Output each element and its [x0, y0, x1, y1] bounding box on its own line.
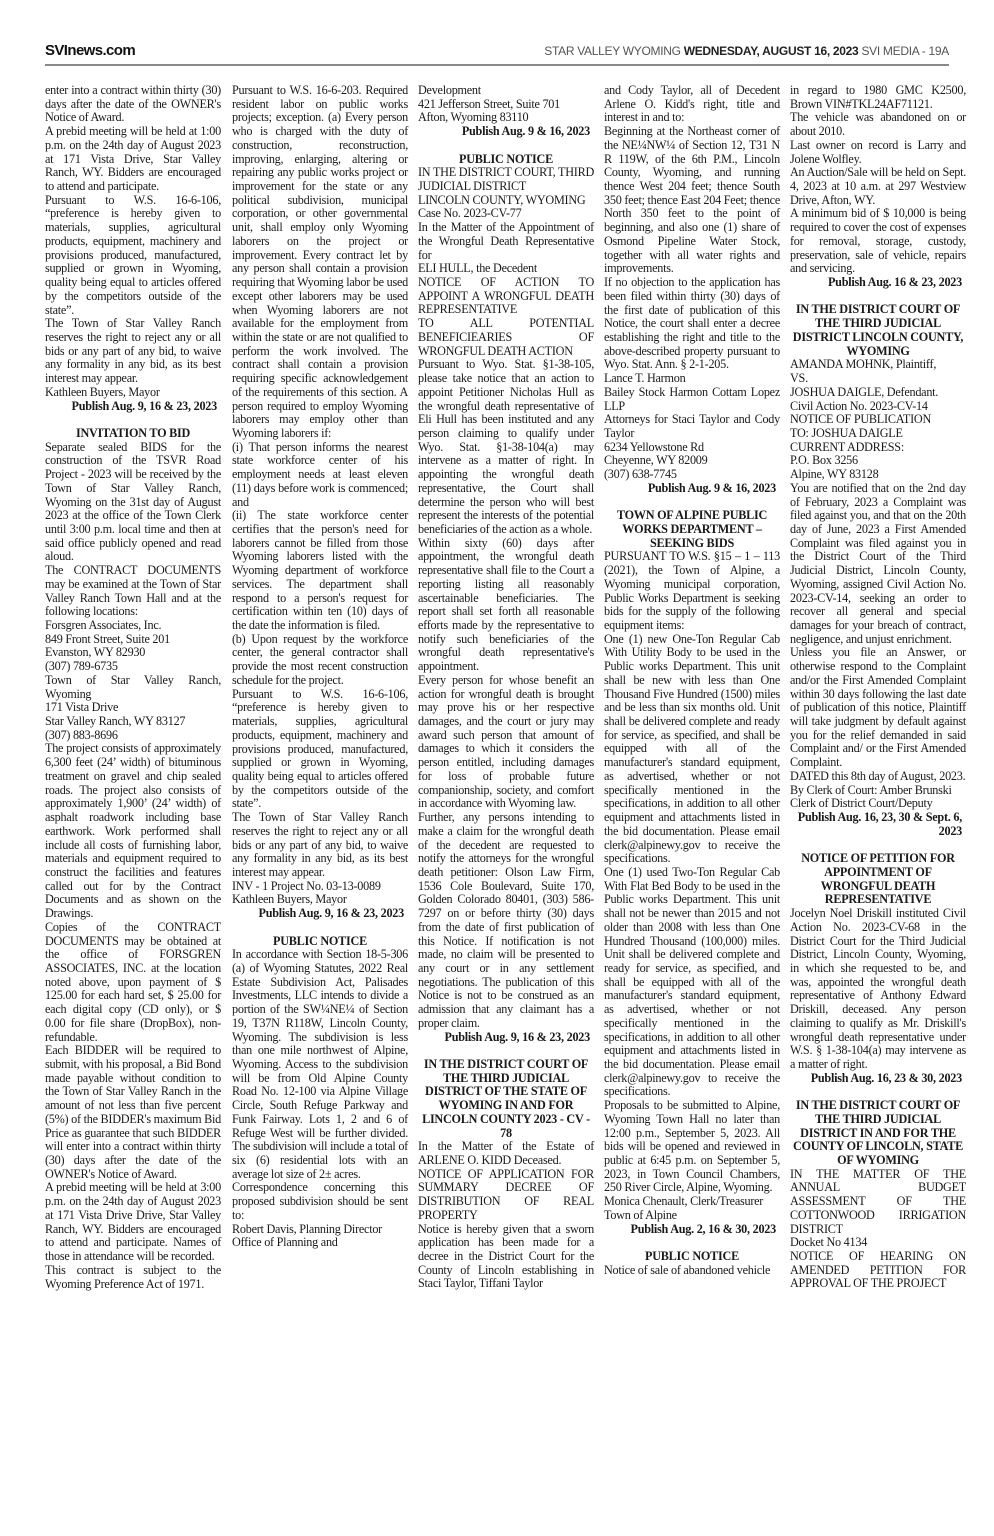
notice-paragraph: LINCOLN COUNTY, WYOMING: [418, 192, 586, 207]
notice-paragraph: Pursuant to W.S. 16-6-106, “preference is hereby given to materials, supplies, agricultural products, equipment, machinery and provisions produced, manufactured, supplied or grown in Wyoming, quality being equal to articles offered by the competitors outside of the state”.: [232, 686, 408, 811]
notice-paragraph: NOTICE OF HEARING ON AMENDED PETITION FOR APPROVAL OF THE PROJECT: [790, 1249, 966, 1291]
notice-paragraph: Every person for whose benefit an action for wrongful death is brought may prove his or her respective damages, and the court or jury may award such person that amount of damages to which it considers the person entitled, including damages for loss of probable future companionship, society, and comfort in accordance with Wyoming law.: [418, 672, 594, 811]
notice-paragraph: Development: [418, 83, 481, 97]
notice-paragraph: Town of Star Valley Ranch, Wyoming: [45, 672, 221, 701]
publish-dates: Publish Aug. 9, 16 & 23, 2023: [444, 1029, 590, 1044]
notice-paragraph: An Auction/Sale will be held on Sept. 4, 2023 at 10 a.m. at 297 Westview Drive, Afton, WY.: [790, 165, 966, 207]
notice-heading: IN THE DISTRICT COURT OF THE THIRD JUDICIAL DISTRICT LINCOLN COUNTY, WYOMING: [792, 302, 964, 358]
notice-heading: TOWN OF ALPINE PUBLIC WORKS DEPARTMENT – SEEKING BIDS: [616, 508, 768, 550]
notice-paragraph: Beginning at the Northeast corner of the NE¼NW¼ of Section 12, T31 N R 119W, of the 6th P.M., Lincoln County, Wyoming, and running thence West 204 feet; thence South 350 feet; thence East 204 Feet; thence North 350 feet to the point of beginning, and also one (1) share of Osmond Pipeline Water Stock, together with all water rights and improvements.: [604, 124, 780, 276]
notice-paragraph: A minimum bid of $ 10,000 is being required to cover the cost of expenses for removal, storage, custody, preservation, sale of vehicle, repairs and servicing.: [790, 206, 966, 276]
notice-paragraph: Pursuant to W.S. 16-6-203. Required resident labor on public works projects; exception. (a) Every person who is charged with the duty of construction, reconstruction, improving, enlarging, altering or repairing any public works project or improvement for the state or any political subdivision, municipal corporation, or other governmental unit, shall employ only Wyoming laborers on the project or improvement. Every contract let by any person shall contain a provision requiring that Wyoming labor be used except other laborers may be used when Wyoming laborers are not available for the employment from within the state or are not qualified to perform the work involved. The contract shall contain a provision requiring specific acknowledgement of the requirements of this section. A person required to employ Wyoming laborers may employ other than Wyoming laborers if:: [232, 83, 408, 440]
notice-paragraph: In the Matter of the Estate of ARLENE O. KIDD Deceased.: [418, 1139, 594, 1167]
notice-paragraph: (b) Upon request by the workforce center, the general contractor shall provide the most recent construction schedule for the project.: [232, 631, 408, 687]
notice-paragraph: Cheyenne, WY 82009: [604, 453, 708, 468]
column-4: [604, 84, 780, 1277]
notice-paragraph: INV - 1 Project No. 03-13-0089: [232, 878, 381, 893]
notice-paragraph: The project consists of approximately 6,300 feet (24’ width) of bituminous treatment on gravel and chip sealed roads. The project also consists of approximately 1,900’ (24’ width) of asphalt roadwork including base earthwork. Work performed shall include all costs of furnishing labor, materials and equipment required to construct the facilities and features called out for by the Contract Documents and as shown on the Drawings.: [45, 741, 221, 921]
notice-paragraph: Notice is hereby given that a sworn application has been made for a decree in the District Court for the County of Lincoln establishing in Staci Taylor, Tiffani Taylor: [418, 1221, 594, 1291]
notice-paragraph: Evanston, WY 82930: [45, 645, 146, 660]
notice-paragraph: and Cody Taylor, all of Decedent Arlene O. Kidd's right, title and interest in and to:: [604, 83, 780, 125]
notice-heading: PUBLIC NOTICE: [459, 151, 553, 166]
notice-paragraph: Alpine, WY 83128: [790, 467, 879, 482]
notice-paragraph: 171 Vista Drive: [45, 700, 119, 715]
notice-paragraph: Each BIDDER will be required to submit, with his proposal, a Bid Bond made payable without condition to the Town of Star Valley Ranch in the amount of not less than five percent (5%) of the BIDDER's maximum Bid Price as guarantee that such BIDDER will enter into a contract within thirty (30) days after the date of the OWNER's Notice of Award.: [45, 1043, 221, 1181]
notice-paragraph: Case No. 2023-CV-77: [418, 206, 522, 221]
notice-paragraph: 849 Front Street, Suite 201: [45, 631, 170, 646]
notice-paragraph: Monica Chenault, Clerk/Treasurer: [604, 1194, 764, 1209]
notice-paragraph: Robert Davis, Planning Director: [232, 1221, 382, 1236]
notice-paragraph: Town of Alpine: [604, 1207, 677, 1222]
notice-paragraph: A prebid meeting will be held at 3:00 p.m. on the 24th day of August 2023 at 171 Vista Drive Drive, Star Valley Ranch, WY. Bidders are encouraged to attend and participate. Names of those in attendance will be recorded.: [45, 1180, 221, 1264]
notice-paragraph: AMANDA MOHNK, Plaintiff,: [790, 357, 937, 372]
notice-paragraph: Lance T. Harmon: [604, 371, 686, 386]
notice-paragraph: DATED this 8th day of August, 2023.: [790, 768, 966, 783]
notice-paragraph: Proposals to be submitted to Alpine, Wyoming Town Hall no later than 12:00 p.m., September 5, 2023. All bids will be opened and reviewed in public at 6:45 p.m. on September 5, 2023, in Town Council Chambers, 250 River Circle, Alpine, Wyoming.: [604, 1098, 780, 1195]
column-2: [232, 84, 408, 1250]
notice-paragraph: PURSUANT TO W.S. §15 – 1 – 113 (2021), the Town of Alpine, a Wyoming municipal corporation, Public Works Department is seeking bids for the supply of the following equipment items:: [604, 549, 780, 632]
notice-paragraph: IN THE DISTRICT COURT, THIRD JUDICIAL DISTRICT: [418, 165, 594, 193]
notice-paragraph: ELI HULL, the Decedent: [418, 261, 538, 276]
notice-paragraph: This contract is subject to the Wyoming Preference Act of 1971.: [45, 1262, 221, 1291]
notice-paragraph: You are notified that on the 2nd day of February, 2023 a Complaint was filed against you, and that on the 20th day of June, 2023 a First Amended Complaint was filed against you in the District Court of the Third Judicial District, Lincoln County, Wyoming, assigned Civil Action No. 2023-CV-14, seeking an order to recover all general and special damages for your breach of contract, negligence, and unjust enrichment.: [790, 480, 966, 646]
publish-dates: Publish Aug. 16 & 23, 2023: [827, 275, 962, 290]
column-5: [790, 84, 966, 1291]
notice-paragraph: Office of Planning and: [232, 1235, 338, 1250]
notice-paragraph: IN THE MATTER OF THE ANNUAL BUDGET ASSESSMENT OF THE COTTONWOOD IRRIGATION DISTRICT: [790, 1166, 966, 1236]
notice-paragraph: Afton, Wyoming 83110: [418, 110, 529, 125]
notice-paragraph: Clerk of District Court/Deputy: [790, 796, 933, 811]
notice-paragraph: A prebid meeting will be held at 1:00 p.m. on the 24th day of August 2023 at 171 Vista Drive, Star Valley Ranch, WY. Bidders are encouraged to attend and participate.: [45, 124, 221, 194]
page-number: SVI MEDIA - 19A: [861, 44, 949, 58]
dateline: [544, 44, 949, 58]
notice-paragraph: Copies of the CONTRACT DOCUMENTS may be obtained at the office of FORSGREN ASSOCIATES, INC. at the location noted above, upon payment of $ 125.00 for each hard set, $ 25.00 for each digital copy (CD only), or $ 0.00 for file share (DropBox), non-refundable.: [45, 919, 221, 1044]
notice-paragraph: Star Valley Ranch, WY 83127: [45, 714, 186, 729]
notice-paragraph: Pursuant to Wyo. Stat. §1-38-105, please take notice that an action to appoint Petitioner Nicholas Hull as the wrongful death representative of Eli Hull has been instituted and any person claiming to qualify under Wyo. Stat. §1-38-104(a) may intervene as a matter of right. In appointing the wrongful death representative, the Court shall determine the person who will best represent the interests of the potential beneficiaries of the action as a whole.: [418, 357, 594, 536]
publish-dates: Publish Aug. 16, 23 & 30, 2023: [810, 1070, 962, 1085]
notice-paragraph: In the Matter of the Appointment of the Wrongful Death Representative for: [418, 220, 594, 262]
notice-paragraph: 421 Jefferson Street, Suite 701: [418, 96, 560, 111]
location: STAR VALLEY WYOMING: [544, 44, 681, 58]
notice-paragraph: Further, any persons intending to make a claim for the wrongful death of the decedent are requested to notify the attorneys for the wrongful death petitioner: Olson Law Firm, 1536 Cole Boulevard, Suite 170, Golden Colorado 80401, (303) 586-7297 on or before thirty (30) days from the date of first publication of this Notice. If notification is not made, no claim will be presented to any court or in any settlement negotiations. The publication of this Notice is not to be construed as an admission that any claimant has a proper claim.: [418, 810, 594, 1030]
notice-paragraph: Correspondence concerning this proposed subdivision should be sent to:: [232, 1180, 408, 1222]
notice-paragraph: Civil Action No. 2023-CV-14: [790, 398, 928, 413]
publish-dates: Publish Aug. 9, 16 & 23, 2023: [71, 398, 217, 413]
notice-paragraph: (307) 883-8696: [45, 727, 118, 742]
publish-dates: Publish Aug. 16, 23, 30 & Sept. 6, 2023: [797, 810, 962, 838]
notice-paragraph: One (1) new One-Ton Regular Cab With Utility Body to be used in the Public works Department. This unit shall be new with less than One Thousand Five Hundred (1500) miles and be less than six months old. Unit shall be delivered complete and ready for service, as specified, and shall be equipped with all of the manufacturer's standard equipment, as advertised, whether or not specifically mentioned in the specifications, in addition to all other equipment and attachments listed in the bid documentation. Please email clerk@alpinewy.gov to receive the specifications.: [604, 631, 780, 866]
notice-paragraph: NOTICE OF PUBLICATION: [790, 412, 931, 427]
notice-paragraph: Forsgren Associates, Inc.: [45, 618, 162, 632]
notice-paragraph: In accordance with Section 18-5-306 (a) of Wyoming Statutes, 2022 Real Estate Subdivision Act, Palisades Investments, LLC intends to divide a portion of the SW¼NE¼ of Section 19, T37N R118W, Lincoln County, Wyoming. The subdivision is less than one mile northwest of Alpine, Wyoming. Access to the subdivision will be from Old Alpine County Road No. 12-100 via Alpine Village Circle, South Refuge Parkway and Funk Fairway. Lots 1, 2 and 6 of Refuge West will be further divided. The subdivision will include a total of six (6) residential lots with an average lot size of 2± acres.: [232, 947, 408, 1181]
notice-heading: PUBLIC NOTICE: [645, 1249, 739, 1264]
publish-dates: Publish Aug. 9 & 16, 2023: [647, 480, 776, 495]
notice-paragraph: Kathleen Buyers, Mayor: [45, 384, 160, 399]
publish-dates: Publish Aug. 9, 16 & 23, 2023: [258, 906, 404, 921]
notice-heading: INVITATION TO BID: [75, 425, 191, 440]
notice-paragraph: Separate sealed BIDS for the construction of the TSVR Road Project - 2023 will be received by the Town of Star Valley Ranch, Wyoming on the 31st day of August 2023 at the office of the Town Clerk until 3:00 p.m. local time and then at said office publicly opened and read aloud.: [45, 439, 221, 564]
legal-notices-columns: [45, 83, 966, 1484]
notice-paragraph: Attorneys for Staci Taylor and Cody Taylor: [604, 412, 780, 440]
notice-paragraph: (307) 789-6735: [45, 659, 118, 674]
notice-paragraph: NOTICE OF ACTION TO APPOINT A WRONGFUL DEATH REPRESENTATIVE: [418, 275, 594, 317]
notice-paragraph: JOSHUA DAIGLE, Defendant.: [790, 384, 939, 399]
notice-heading: IN THE DISTRICT COURT OF THE THIRD JUDICIAL DISTRICT OF THE STATE OF WYOMING IN AND FOR LINCOLN COUNTY 2023 - CV - 78: [422, 1056, 590, 1140]
site-name: SVInews.com: [45, 42, 136, 59]
notice-paragraph: enter into a contract within thirty (30) days after the date of the OWNER's Notice of Award.: [45, 83, 221, 125]
notice-paragraph: Notice of sale of abandoned vehicle: [604, 1262, 771, 1277]
notice-paragraph: The Town of Star Valley Ranch reserves the right to reject any or all bids or any part of any bid, to waive any formality in any bid, as its best interest may appear.: [45, 316, 221, 386]
notice-paragraph: NOTICE OF APPLICATION FOR SUMMARY DECREE OF DISTRIBUTION OF REAL PROPERTY: [418, 1166, 594, 1222]
notice-paragraph: CURRENT ADDRESS:: [790, 439, 904, 454]
publish-dates: Publish Aug. 2, 16 & 30, 2023: [630, 1221, 776, 1236]
notice-heading: NOTICE OF PETITION FOR APPOINTMENT OF WRONGFUL DEATH REPRESENTATIVE: [801, 851, 955, 907]
notice-paragraph: (307) 638-7745: [604, 467, 677, 482]
notice-paragraph: TO: JOSHUA DAIGLE: [790, 425, 903, 440]
notice-paragraph: If no objection to the application has been filed within thirty (30) days of the first date of publication of this Notice, the court shall enter a decree establishing the right and title to the above-described property pursuant to Wyo. Stat. Ann. § 2-1-205.: [604, 275, 780, 372]
notice-paragraph: TO ALL POTENTIAL BENEFICIEARIES OF WRONGFUL DEATH ACTION: [418, 316, 594, 358]
notice-paragraph: One (1) used Two-Ton Regular Cab With Flat Bed Body to be used in the Public works Department. This unit shall not be newer than 2015 and not older than 2008 with less than One Hundred Thousand (100,000) miles. Unit shall be delivered complete and ready for service, as specified, and shall be equipped with all of the manufacturer's standard equipment, as advertised, whether or not specifically mentioned in the specifications, in addition to all other equipment and attachments listed in the bid documentation. Please email clerk@alpinewy.gov to receive the specifications.: [604, 864, 780, 1099]
notice-paragraph: Jocelyn Noel Driskill instituted Civil Action No. 2023-CV-68 in the District Court for the Third Judicial District, Lincoln County, Wyoming, in which she requested to be, and was, appointed the wrongful death representative of Anthony Edward Driskill, deceased. Any person claiming to qualify as Mr. Driskill's wrongful death representative under W.S. § 1-38-104(a) may intervene as a matter of right.: [790, 906, 966, 1071]
notice-paragraph: Last owner on record is Larry and Jolene Wolfley.: [790, 137, 966, 166]
notice-paragraph: VS.: [790, 371, 808, 386]
notice-paragraph: in regard to 1980 GMC K2500, Brown VIN#TKL24AF71121.: [790, 83, 966, 111]
notice-paragraph: Docket No 4134: [790, 1235, 868, 1250]
notice-paragraph: Unless you file an Answer, or otherwise respond to the Complaint and/or the First Amended Complaint within 30 days following the last date of publication of this notice, Plaintiff will take judgment by default against you for the relief demanded in said Complaint and/ or the First Amended Complaint.: [790, 645, 966, 770]
column-3: [418, 84, 594, 1291]
notice-paragraph: The Town of Star Valley Ranch reserves the right to reject any or all bids or any part of any bid, to waive any formality in any bid, as its best interest may appear.: [232, 810, 408, 879]
issue-date: WEDNESDAY, AUGUST 16, 2023: [683, 44, 859, 58]
notice-paragraph: P.O. Box 3256: [790, 453, 858, 468]
notice-paragraph: (ii) The state workforce center certifies that the person's need for laborers cannot be filled from those Wyoming laborers listed with the Wyoming department of workforce services. The department shall respond to a person's request for certification within ten (10) days of the date the information is filed.: [232, 508, 408, 633]
column-1: [45, 84, 221, 1291]
publish-dates: Publish Aug. 9 & 16, 2023: [461, 124, 590, 139]
notice-paragraph: Bailey Stock Harmon Cottam Lopez LLP: [604, 384, 780, 413]
notice-heading: IN THE DISTRICT COURT OF THE THIRD JUDICIAL DISTRICT IN AND FOR THE COUNTY OF LINCOLN, STATE OF WYOMING: [792, 1098, 964, 1167]
notice-paragraph: The CONTRACT DOCUMENTS may be examined at the Town of Star Valley Ranch Town Hall and at the following locations:: [45, 563, 221, 619]
notice-paragraph: 6234 Yellowstone Rd: [604, 439, 704, 454]
notice-paragraph: Kathleen Buyers, Mayor: [232, 892, 347, 907]
notice-paragraph: (i) That person informs the nearest state workforce center of his employment needs at least eleven (11) days before work is commenced; and: [232, 439, 408, 509]
notice-paragraph: Pursuant to W.S. 16-6-106, “preference is hereby given to materials, supplies, agricultural products, equipment, machinery and provisions produced, manufactured, supplied or grown in Wyoming, quality being equal to articles offered by the competitors outside of the state”.: [45, 192, 221, 317]
page-header: [45, 40, 949, 66]
notice-paragraph: The vehicle was abandoned on or about 2010.: [790, 110, 966, 139]
notice-heading: PUBLIC NOTICE: [273, 933, 367, 948]
notice-paragraph: Within sixty (60) days after appointment, the wrongful death representative shall file to the Court a reporting listing all reasonably ascertainable beneficiaries. The report shall set forth all reasonable efforts made by the representative to notify such beneficiaries of the wrongful death representative's appointment.: [418, 535, 594, 674]
notice-paragraph: By Clerk of Court: Amber Brunski: [790, 782, 952, 797]
